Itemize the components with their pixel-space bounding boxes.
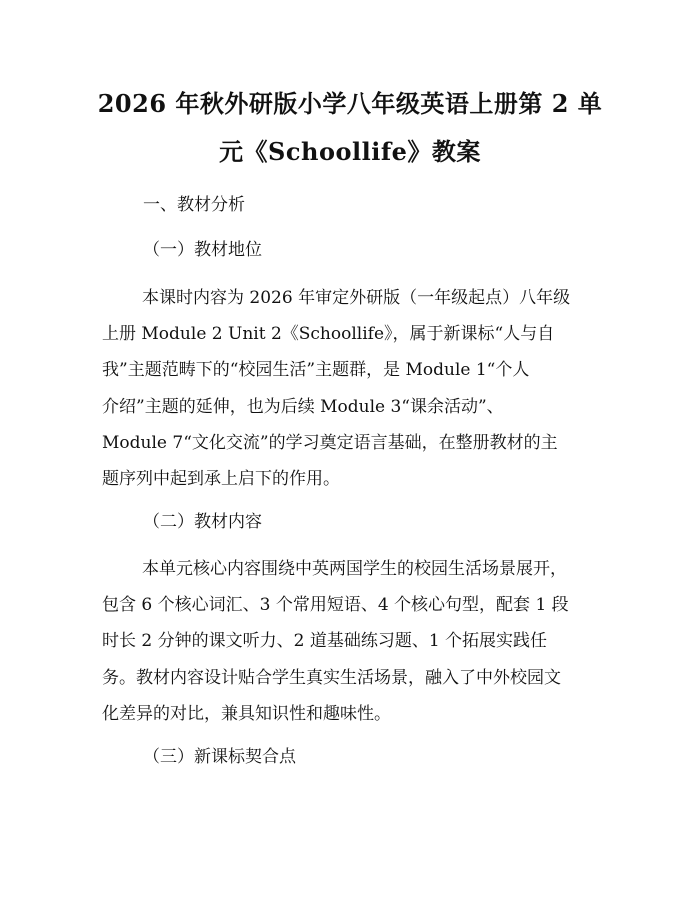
subsection-heading-textbook-position: （一）教材地位 bbox=[143, 240, 262, 260]
subsection-heading-textbook-content: （二）教材内容 bbox=[143, 512, 262, 532]
document-title-line-2: 元《Schoollife》教案 bbox=[219, 137, 481, 166]
paragraph-line: 介绍”主题的延伸，也为后续 Module 3“课余活动”、 bbox=[102, 396, 504, 417]
paragraph-line: 时长 2 分钟的课文听力、2 道基础练习题、1 个拓展实践任 bbox=[102, 631, 548, 652]
paragraph-textbook-content bbox=[102, 551, 602, 732]
subsection-heading-curriculum-alignment: （三）新课标契合点 bbox=[143, 747, 296, 767]
paragraph-line: 本单元核心内容围绕中英两国学生的校园生活场景展开， bbox=[142, 559, 567, 579]
paragraph-line: Module 7“文化交流”的学习奠定语言基础，在整册教材的主 bbox=[102, 432, 558, 453]
paragraph-line: 化差异的对比，兼具知识性和趣味性。 bbox=[102, 703, 391, 724]
paragraph-line: 包含 6 个核心词汇、3 个常用短语、4 个核心句型，配套 1 段 bbox=[102, 595, 569, 616]
paragraph-line: 务。教材内容设计贴合学生真实生活场景，融入了中外校园文 bbox=[102, 667, 561, 688]
document-title-line-1: 2026 年秋外研版小学八年级英语上册第 2 单 bbox=[97, 89, 603, 118]
paragraph-line: 上册 Module 2 Unit 2《Schoollife》，属于新课标“人与自 bbox=[102, 324, 555, 345]
paragraph-line: 本课时内容为 2026 年审定外研版（一年级起点）八年级 bbox=[142, 288, 571, 308]
paragraph-textbook-position bbox=[102, 280, 602, 497]
section-heading-textbook-analysis: 一、教材分析 bbox=[143, 195, 245, 215]
paragraph-line: 我”主题范畴下的“校园生活”主题群，是 Module 1“个人 bbox=[102, 360, 530, 381]
paragraph-line: 题序列中起到承上启下的作用。 bbox=[102, 469, 340, 490]
